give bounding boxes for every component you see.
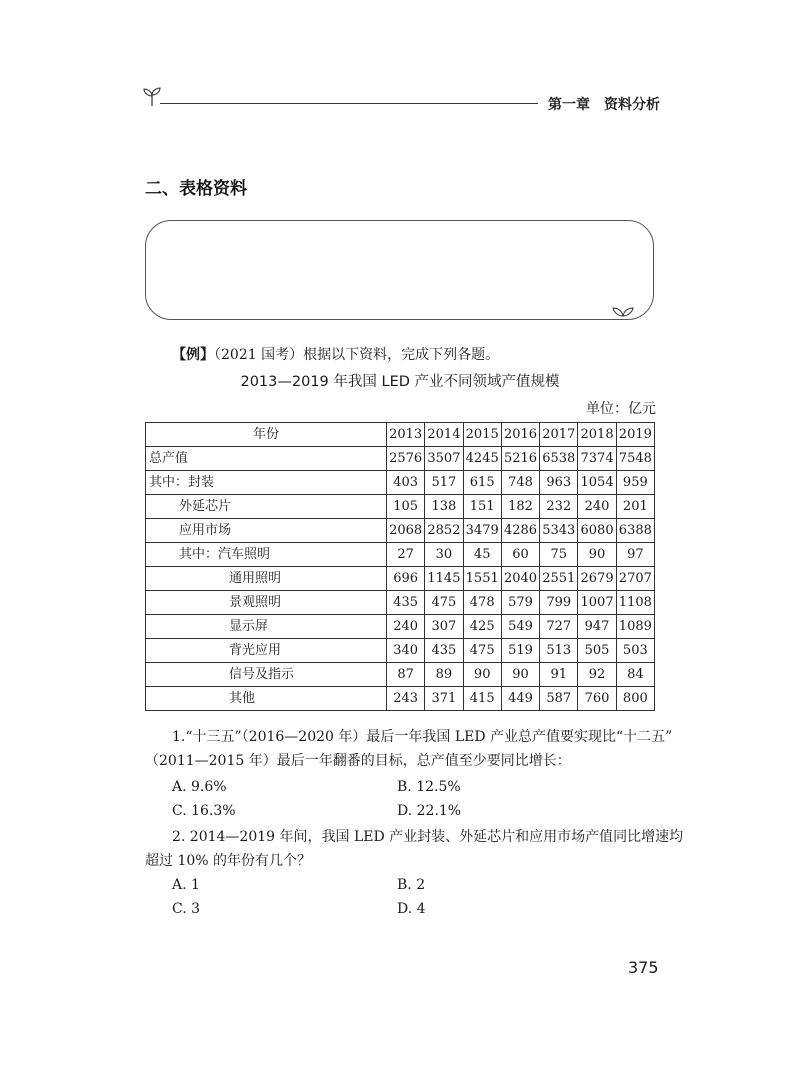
row-label: 外延芯片 bbox=[146, 495, 387, 519]
table-cell: 1551 bbox=[463, 567, 501, 591]
table-cell: 3479 bbox=[463, 519, 501, 543]
table-cell: 27 bbox=[387, 543, 425, 567]
year-header: 2019 bbox=[616, 423, 654, 447]
table-row bbox=[146, 591, 655, 615]
table-cell: 435 bbox=[425, 639, 463, 663]
table-title: 2013—2019 年我国 LED 产业不同领域产值规模 bbox=[240, 374, 560, 390]
table-cell: 947 bbox=[578, 615, 616, 639]
table-cell: 503 bbox=[616, 639, 654, 663]
table-cell: 92 bbox=[578, 663, 616, 687]
question-1-option-d[interactable]: D. 22.1% bbox=[397, 803, 462, 819]
year-header: 2017 bbox=[540, 423, 578, 447]
year-header: 2014 bbox=[425, 423, 463, 447]
table-cell: 435 bbox=[387, 591, 425, 615]
table-cell: 6388 bbox=[616, 519, 654, 543]
row-label: 其中：汽车照明 bbox=[146, 543, 387, 567]
table-row bbox=[146, 615, 655, 639]
example-label: 【例】 bbox=[172, 347, 214, 363]
sprout-icon bbox=[610, 300, 636, 318]
table-cell: 1145 bbox=[425, 567, 463, 591]
table-cell: 800 bbox=[616, 687, 654, 711]
table-cell: 727 bbox=[540, 615, 578, 639]
header-label: 年份 bbox=[146, 423, 387, 447]
table-cell: 2551 bbox=[540, 567, 578, 591]
table-cell: 232 bbox=[540, 495, 578, 519]
sprout-icon bbox=[140, 84, 164, 108]
year-header: 2013 bbox=[387, 423, 425, 447]
question-2-option-b[interactable]: B. 2 bbox=[397, 877, 426, 893]
example-text: （2021 国考）根据以下资料，完成下列各题。 bbox=[214, 347, 500, 363]
row-label: 其他 bbox=[146, 687, 387, 711]
table-cell: 240 bbox=[578, 495, 616, 519]
table-cell: 5216 bbox=[501, 447, 539, 471]
table-cell: 3507 bbox=[425, 447, 463, 471]
table-cell: 6538 bbox=[540, 447, 578, 471]
table-cell: 549 bbox=[501, 615, 539, 639]
table-cell: 425 bbox=[463, 615, 501, 639]
header-rule bbox=[160, 103, 538, 104]
table-cell: 696 bbox=[387, 567, 425, 591]
table-cell: 615 bbox=[463, 471, 501, 495]
table-cell: 371 bbox=[425, 687, 463, 711]
section-title: 二、表格资料 bbox=[145, 179, 247, 199]
table-row bbox=[146, 519, 655, 543]
table-cell: 799 bbox=[540, 591, 578, 615]
table-cell: 2707 bbox=[616, 567, 654, 591]
table-cell: 1089 bbox=[616, 615, 654, 639]
table-cell: 2576 bbox=[387, 447, 425, 471]
table-cell: 513 bbox=[540, 639, 578, 663]
table-cell: 587 bbox=[540, 687, 578, 711]
table-cell: 1007 bbox=[578, 591, 616, 615]
table-cell: 2068 bbox=[387, 519, 425, 543]
table-cell: 505 bbox=[578, 639, 616, 663]
question-2-option-c[interactable]: C. 3 bbox=[172, 901, 201, 917]
page-number: 375 bbox=[628, 958, 659, 977]
table-cell: 307 bbox=[425, 615, 463, 639]
table-cell: 478 bbox=[463, 591, 501, 615]
table-cell: 2040 bbox=[501, 567, 539, 591]
table-unit: 单位：亿元 bbox=[586, 401, 656, 417]
table-cell: 182 bbox=[501, 495, 539, 519]
question-1-option-c[interactable]: C. 16.3% bbox=[172, 803, 236, 819]
table-cell: 4286 bbox=[501, 519, 539, 543]
year-header: 2018 bbox=[578, 423, 616, 447]
table-cell: 959 bbox=[616, 471, 654, 495]
table-cell: 449 bbox=[501, 687, 539, 711]
table-row bbox=[146, 447, 655, 471]
table-cell: 579 bbox=[501, 591, 539, 615]
table-cell: 90 bbox=[501, 663, 539, 687]
question-1-option-a[interactable]: A. 9.6% bbox=[172, 779, 227, 795]
table-cell: 517 bbox=[425, 471, 463, 495]
table-cell: 90 bbox=[578, 543, 616, 567]
row-label: 通用照明 bbox=[146, 567, 387, 591]
table-cell: 6080 bbox=[578, 519, 616, 543]
table-cell: 30 bbox=[425, 543, 463, 567]
row-label: 应用市场 bbox=[146, 519, 387, 543]
table-cell: 519 bbox=[501, 639, 539, 663]
example-intro bbox=[172, 344, 499, 364]
row-label: 信号及指示 bbox=[146, 663, 387, 687]
table-header-row bbox=[146, 423, 655, 447]
row-label: 背光应用 bbox=[146, 639, 387, 663]
table-cell: 60 bbox=[501, 543, 539, 567]
year-header: 2015 bbox=[463, 423, 501, 447]
table-cell: 475 bbox=[463, 639, 501, 663]
table-cell: 1054 bbox=[578, 471, 616, 495]
row-label: 显示屏 bbox=[146, 615, 387, 639]
table-cell: 138 bbox=[425, 495, 463, 519]
table-cell: 748 bbox=[501, 471, 539, 495]
data-table bbox=[145, 422, 655, 711]
year-header: 2016 bbox=[501, 423, 539, 447]
table-row bbox=[146, 567, 655, 591]
table-cell: 2679 bbox=[578, 567, 616, 591]
question-2-option-a[interactable]: A. 1 bbox=[172, 877, 200, 893]
row-label: 总产值 bbox=[146, 447, 387, 471]
chapter-title: 第一章 资料分析 bbox=[548, 97, 660, 113]
table-cell: 7548 bbox=[616, 447, 654, 471]
table-cell: 91 bbox=[540, 663, 578, 687]
table-row bbox=[146, 663, 655, 687]
table-cell: 2852 bbox=[425, 519, 463, 543]
question-1-line-2: （2011—2015 年）最后一年翻番的目标，总产值至少要同比增长： bbox=[145, 753, 571, 769]
row-label: 其中：封装 bbox=[146, 471, 387, 495]
table-cell: 340 bbox=[387, 639, 425, 663]
question-1-line-1: 1.“十三五”（2016—2020 年）最后一年我国 LED 产业总产值要实现比“十二五” bbox=[172, 729, 673, 745]
table-cell: 75 bbox=[540, 543, 578, 567]
table-cell: 4245 bbox=[463, 447, 501, 471]
table-cell: 415 bbox=[463, 687, 501, 711]
table-cell: 151 bbox=[463, 495, 501, 519]
table-cell: 243 bbox=[387, 687, 425, 711]
table-cell: 1108 bbox=[616, 591, 654, 615]
table-cell: 240 bbox=[387, 615, 425, 639]
table-cell: 403 bbox=[387, 471, 425, 495]
table-cell: 84 bbox=[616, 663, 654, 687]
table-row bbox=[146, 543, 655, 567]
table-cell: 963 bbox=[540, 471, 578, 495]
table-cell: 201 bbox=[616, 495, 654, 519]
table-cell: 97 bbox=[616, 543, 654, 567]
table-cell: 7374 bbox=[578, 447, 616, 471]
table-cell: 87 bbox=[387, 663, 425, 687]
table-row bbox=[146, 495, 655, 519]
question-1-option-b[interactable]: B. 12.5% bbox=[397, 779, 461, 795]
table-cell: 5343 bbox=[540, 519, 578, 543]
table-cell: 90 bbox=[463, 663, 501, 687]
table-cell: 760 bbox=[578, 687, 616, 711]
note-box bbox=[145, 220, 654, 320]
table-cell: 45 bbox=[463, 543, 501, 567]
question-2-option-d[interactable]: D. 4 bbox=[397, 901, 426, 917]
table-row bbox=[146, 687, 655, 711]
table-cell: 475 bbox=[425, 591, 463, 615]
question-2-line-2: 超过 10% 的年份有几个？ bbox=[145, 853, 312, 869]
question-2-line-1: 2. 2014—2019 年间，我国 LED 产业封装、外延芯片和应用市场产值同比增速均 bbox=[172, 829, 684, 845]
row-label: 景观照明 bbox=[146, 591, 387, 615]
table-row bbox=[146, 639, 655, 663]
table-row bbox=[146, 471, 655, 495]
table-cell: 89 bbox=[425, 663, 463, 687]
table-cell: 105 bbox=[387, 495, 425, 519]
